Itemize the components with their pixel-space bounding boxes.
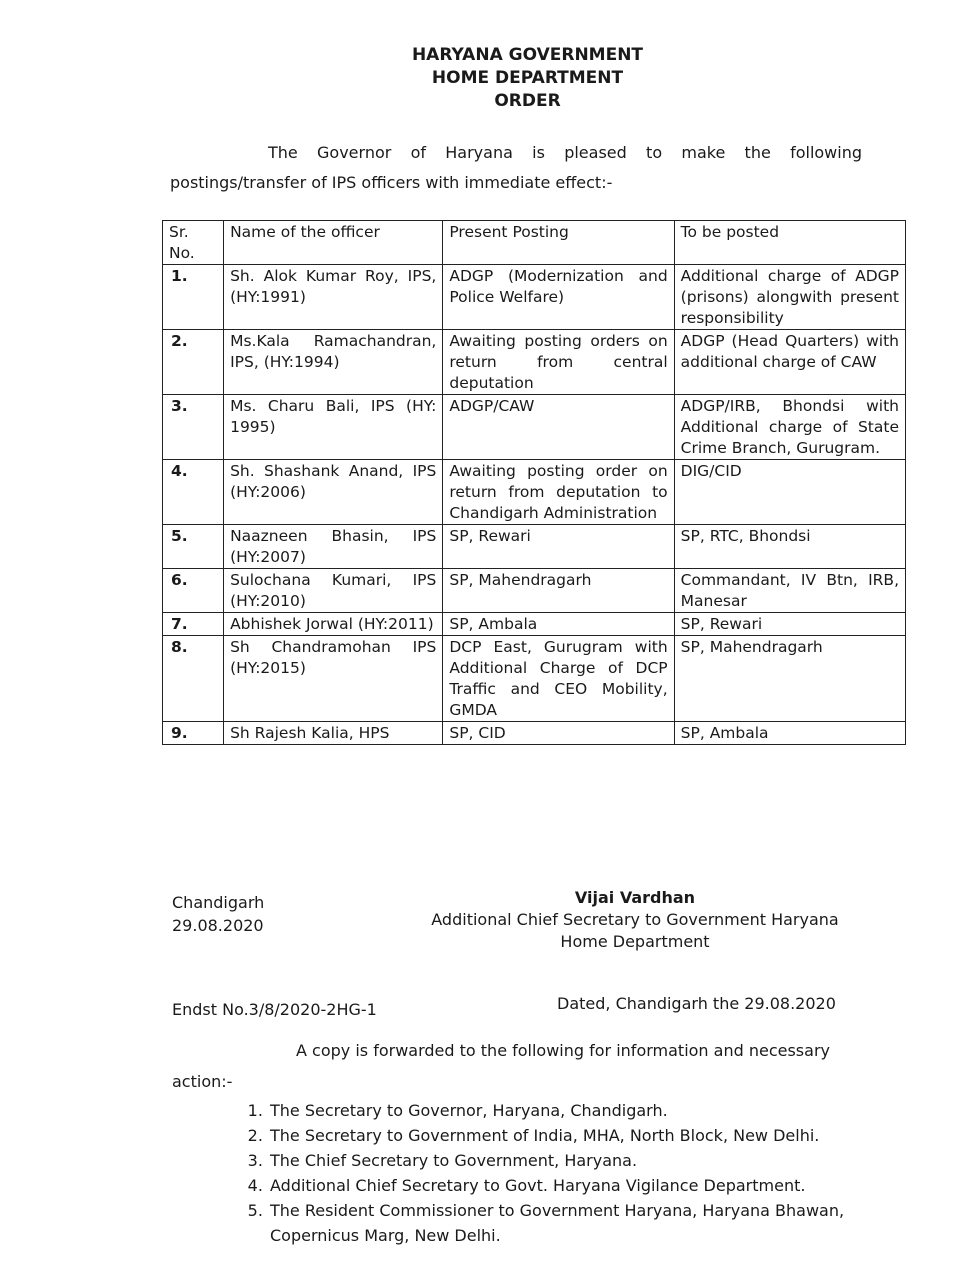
recipient-list	[232, 1098, 908, 1248]
cell-posted: Additional charge of ADGP (prisons) alongwith present responsibility	[674, 265, 905, 330]
list-item: 2. The Secretary to Government of India, MHA, North Block, New Delhi.	[268, 1123, 908, 1148]
cell-sr: 2.	[163, 330, 224, 395]
cell-officer: Sh Rajesh Kalia, HPS	[224, 722, 443, 745]
header-order: ORDER	[494, 91, 561, 111]
cell-sr: 6.	[163, 569, 224, 613]
copy-line-2: action:-	[172, 1072, 233, 1091]
cell-posted: SP, Ambala	[674, 722, 905, 745]
cell-posted: DIG/CID	[674, 460, 905, 525]
table-row	[163, 722, 906, 745]
cell-officer: Sh Chandramohan IPS (HY:2015)	[224, 636, 443, 722]
header-department: HOME DEPARTMENT	[431, 68, 624, 88]
issue-place: Chandigarh	[172, 893, 265, 912]
cell-present: SP, Mahendragarh	[443, 569, 674, 613]
cell-officer: Ms.Kala Ramachandran, IPS, (HY:1994)	[224, 330, 443, 395]
cell-officer: Ms. Charu Bali, IPS (HY: 1995)	[224, 395, 443, 460]
cell-sr: 1.	[163, 265, 224, 330]
cell-posted: ADGP/IRB, Bhondsi with Additional charge of State Crime Branch, Gurugram.	[674, 395, 905, 460]
cell-present: ADGP (Modernization and Police Welfare)	[443, 265, 674, 330]
table-row	[163, 569, 906, 613]
cell-posted: SP, Rewari	[674, 613, 905, 636]
table-row	[163, 330, 906, 395]
table-row	[163, 613, 906, 636]
signatory-name: Vijai Vardhan	[574, 888, 696, 907]
table-header-row	[163, 221, 906, 265]
copy-line-1: A copy is forwarded to the following for information and necessary	[296, 1041, 830, 1060]
endorsement-number: Endst No.3/8/2020-2HG-1	[172, 1000, 377, 1019]
cell-sr: 3.	[163, 395, 224, 460]
list-item: 1. The Secretary to Governor, Haryana, Chandigarh.	[268, 1098, 908, 1123]
signatory-designation: Additional Chief Secretary to Government Haryana	[431, 910, 839, 929]
issue-date: 29.08.2020	[172, 916, 264, 935]
copy-forward-text	[172, 1035, 852, 1097]
list-item: 3. The Chief Secretary to Government, Haryana.	[268, 1148, 908, 1173]
cell-sr: 5.	[163, 525, 224, 569]
table-row	[163, 265, 906, 330]
signatory-block	[420, 887, 850, 953]
list-item: 4. Additional Chief Secretary to Govt. Haryana Vigilance Department.	[268, 1173, 908, 1198]
cell-present: SP, Ambala	[443, 613, 674, 636]
intro-line-1: The Governor of Haryana is pleased to make the following	[268, 143, 862, 162]
cell-sr: 9.	[163, 722, 224, 745]
table-row	[163, 636, 906, 722]
header-present-posting: Present Posting	[443, 221, 674, 265]
document-header	[0, 44, 955, 113]
header-to-be-posted: To be posted	[674, 221, 905, 265]
cell-officer: Sh. Alok Kumar Roy, IPS, (HY:1991)	[224, 265, 443, 330]
intro-line-2: postings/transfer of IPS officers with immediate effect:-	[170, 173, 613, 192]
cell-sr: 4.	[163, 460, 224, 525]
table-row	[163, 525, 906, 569]
table-row	[163, 395, 906, 460]
cell-sr: 7.	[163, 613, 224, 636]
header-sr-no: Sr. No.	[163, 221, 224, 265]
cell-posted: ADGP (Head Quarters) with additional charge of CAW	[674, 330, 905, 395]
signatory-department: Home Department	[560, 932, 710, 951]
cell-sr: 8.	[163, 636, 224, 722]
cell-present: Awaiting posting orders on return from central deputation	[443, 330, 674, 395]
cell-present: ADGP/CAW	[443, 395, 674, 460]
table-row	[163, 460, 906, 525]
cell-posted: Commandant, IV Btn, IRB, Manesar	[674, 569, 905, 613]
cell-posted: SP, Mahendragarh	[674, 636, 905, 722]
list-item: 5. The Resident Commissioner to Government Haryana, Haryana Bhawan, Copernicus Marg, New Delhi.	[268, 1198, 908, 1248]
postings-table	[162, 220, 906, 745]
intro-paragraph	[170, 138, 862, 198]
cell-officer: Naazneen Bhasin, IPS (HY:2007)	[224, 525, 443, 569]
header-government: HARYANA GOVERNMENT	[411, 45, 644, 65]
cell-present: SP, CID	[443, 722, 674, 745]
header-officer-name: Name of the officer	[224, 221, 443, 265]
cell-posted: SP, RTC, Bhondsi	[674, 525, 905, 569]
cell-present: SP, Rewari	[443, 525, 674, 569]
cell-present: DCP East, Gurugram with Additional Charge of DCP Traffic and CEO Mobility, GMDA	[443, 636, 674, 722]
cell-officer: Sulochana Kumari, IPS (HY:2010)	[224, 569, 443, 613]
issue-place-date	[172, 891, 264, 937]
cell-officer: Abhishek Jorwal (HY:2011)	[224, 613, 443, 636]
cell-officer: Sh. Shashank Anand, IPS (HY:2006)	[224, 460, 443, 525]
cell-present: Awaiting posting order on return from deputation to Chandigarh Administration	[443, 460, 674, 525]
endorsement-dated: Dated, Chandigarh the 29.08.2020	[557, 994, 836, 1013]
